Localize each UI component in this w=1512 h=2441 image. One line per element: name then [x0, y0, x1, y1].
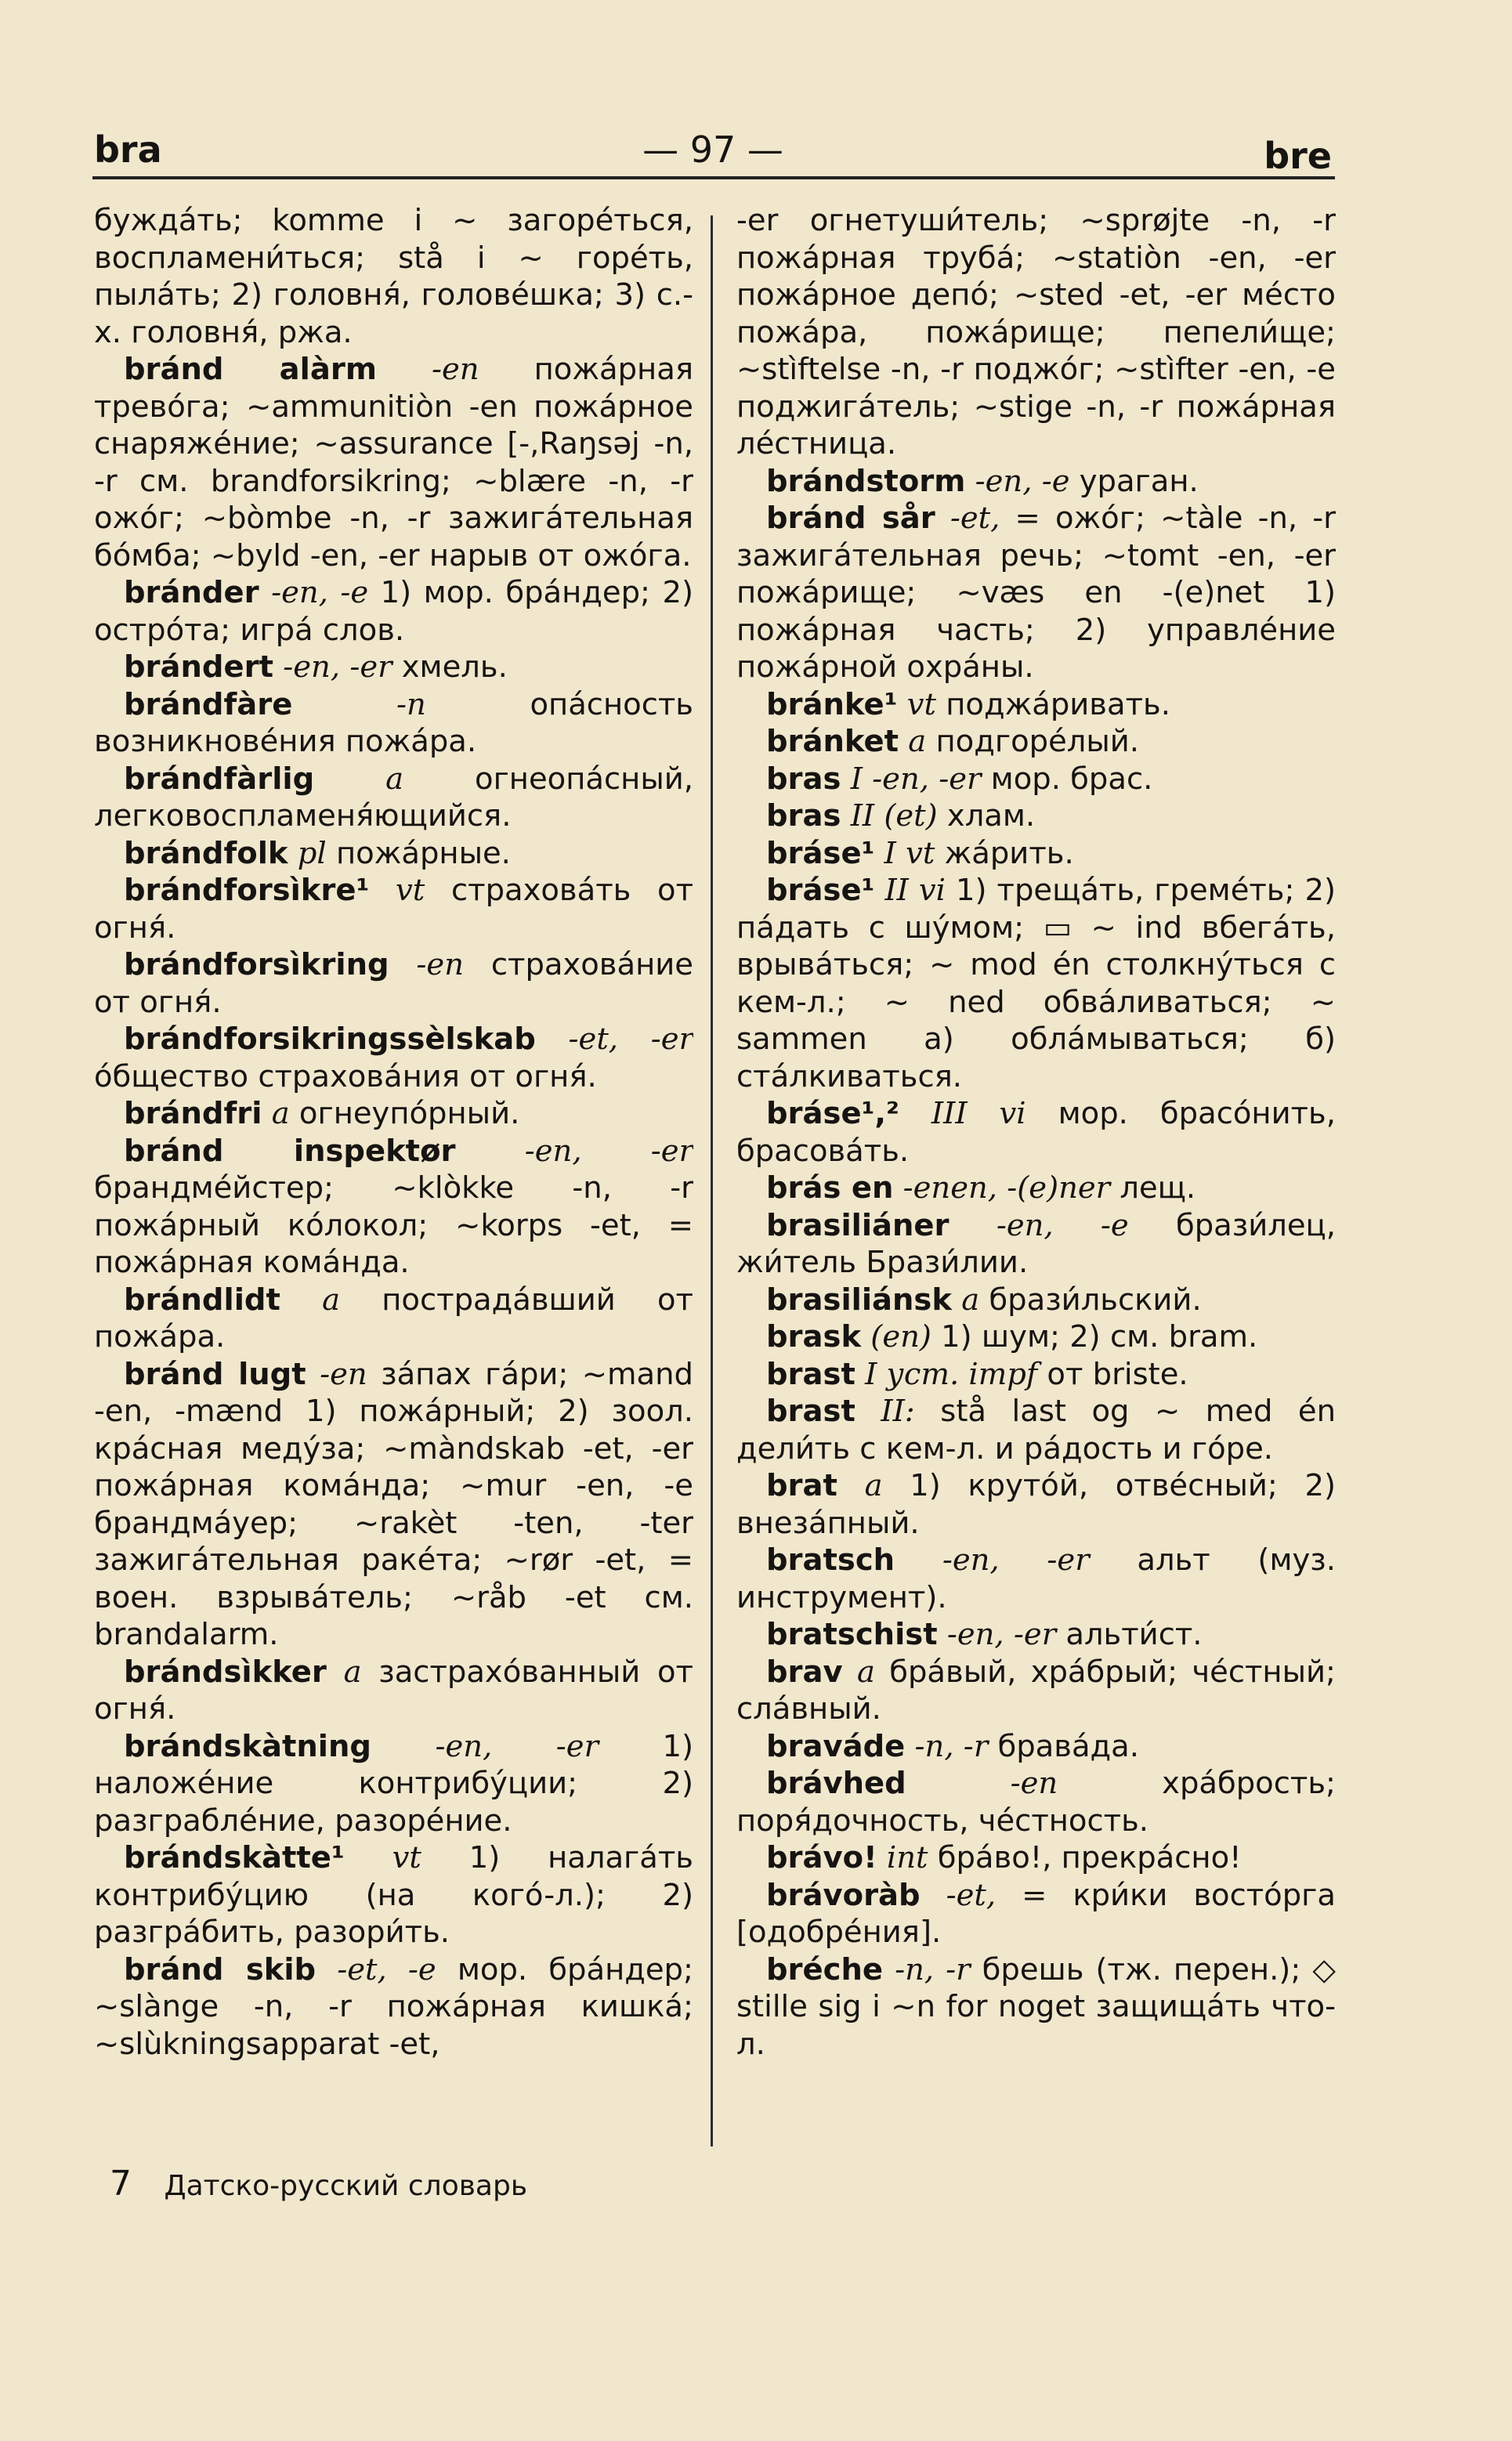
- entry-headword: brándlidt: [124, 1282, 280, 1318]
- entry-headword: bránd sår: [766, 501, 935, 536]
- entry-grammar: -enen, -(e)ner: [902, 1170, 1111, 1206]
- entry-headword: brándskàtte¹: [124, 1840, 345, 1875]
- dictionary-entry: [94, 649, 693, 686]
- entry-grammar: I -en, -er: [850, 761, 982, 797]
- entry-headword: brávhed: [766, 1766, 906, 1801]
- entry-grammar: II (et): [850, 798, 938, 834]
- entry-translation: мор. брасóнить, брасовáть.: [736, 1096, 1336, 1169]
- entry-headword: brándforsìkre¹: [124, 873, 370, 908]
- entry-grammar: -n, -r: [914, 1728, 989, 1764]
- page-number: — 97 —: [642, 128, 783, 171]
- entry-translation: пострадáвший от пожáра.: [94, 1282, 693, 1354]
- entry-translation: stå last og ~ med én дели́ть с кем-л. и рáдость и гóре.: [736, 1394, 1336, 1466]
- entry-grammar: -et, -er: [568, 1022, 693, 1057]
- entry-grammar: a: [856, 1654, 875, 1690]
- entry-translation: огнеопáсный, легковоспламеня́ющийся.: [94, 761, 693, 834]
- dictionary-entry: [736, 1951, 1336, 2063]
- entry-headword: brándsìkker: [124, 1654, 327, 1690]
- entry-grammar: -en, -e: [996, 1207, 1129, 1243]
- header-left-word: bra: [94, 128, 162, 171]
- entry-grammar: -en: [320, 1356, 367, 1392]
- dictionary-entry: [94, 1133, 693, 1282]
- dictionary-entry: [736, 1318, 1336, 1356]
- book-title: Датско-русский словарь: [164, 2170, 528, 2202]
- entry-translation: лещ.: [1120, 1170, 1196, 1206]
- entry-grammar: -n, -r: [895, 1951, 971, 1987]
- entry-translation: брази́лец, жи́тель Брази́лии.: [736, 1207, 1336, 1280]
- entry-headword: brast: [766, 1356, 855, 1392]
- entry-headword: bránder: [124, 575, 259, 610]
- entry-headword: bráse¹,²: [766, 1096, 899, 1131]
- dictionary-entry: [94, 202, 693, 351]
- entry-headword: bránd skib: [124, 1951, 317, 1987]
- entry-translation: подгорéлый.: [935, 724, 1140, 759]
- entry-grammar: vt: [396, 873, 425, 908]
- entry-grammar: vt: [906, 686, 936, 722]
- entry-headword: bránke¹: [766, 686, 898, 722]
- entry-translation: 1) шум; 2) см. bram.: [941, 1319, 1258, 1354]
- entry-grammar: -en, -e: [271, 575, 369, 610]
- dictionary-entry: [736, 835, 1336, 873]
- entry-translation: ожóг; ~tàle -n, -r зажигáтельная речь; ~tomt -en, -er пожáрище; ~væs en -(e)net 1) пожáрная часть; 2) управлéние пожáрной охрáны.: [736, 501, 1336, 685]
- entry-headword: brándforsìkring: [124, 947, 389, 982]
- entry-grammar: a: [322, 1282, 341, 1318]
- entry-headword: brasiliánsk: [766, 1282, 952, 1318]
- dictionary-entry: [736, 1393, 1336, 1467]
- entry-headword: brándskàtning: [124, 1728, 371, 1764]
- dictionary-entry: [736, 500, 1336, 686]
- dictionary-entry: [736, 1765, 1336, 1839]
- entry-translation: застрахóванный от огня́.: [94, 1654, 693, 1727]
- entry-grammar: -en, -er: [942, 1542, 1090, 1578]
- column-divider: [711, 215, 713, 2146]
- entry-headword: brándfàrlig: [124, 761, 315, 797]
- dictionary-entry: [736, 1095, 1336, 1170]
- entry-headword: bratsch: [766, 1542, 895, 1578]
- entry-grammar: a: [271, 1096, 290, 1131]
- entry-translation: альт (муз. инструмент).: [736, 1542, 1336, 1615]
- entry-grammar: -en: [1010, 1766, 1058, 1801]
- entry-grammar: -en: [431, 352, 479, 387]
- dictionary-entry: [736, 686, 1336, 724]
- entry-translation: хрáбрость; поря́дочность, чéстность.: [736, 1766, 1336, 1839]
- dictionary-entry: [736, 1282, 1336, 1319]
- dictionary-entry: [736, 872, 1336, 1095]
- entry-translation: 1) наложéние контрибýции; 2) разграблéние, разорéние.: [94, 1728, 693, 1839]
- dictionary-entry: [736, 723, 1336, 761]
- entry-grammar: -en, -er: [283, 649, 392, 685]
- entry-headword: bránket: [766, 724, 899, 759]
- entry-headword: bras: [766, 761, 841, 797]
- entry-headword: brás en: [766, 1170, 894, 1206]
- entry-continuation: буждáть; komme i ~ загорéться, воспламени́ться; stå i ~ горéть, пылáть; 2) головня́, головéшка; 3) с.-х. головня́, ржа.: [94, 203, 693, 350]
- entry-continuation: -er огнетуши́тель; ~sprøjte -n, -r пожáрная трубá; ~statiòn -en, -er пожáрное депó; ~sted -et, -er мéсто пожáра, пожáрище; пепели́ще; ~stìftelse -n, -r поджóг; ~stìfter -en, -e поджигáтель; ~stige -n, -r пожáрная лéстница.: [736, 203, 1336, 461]
- entry-grammar: II:: [881, 1394, 915, 1429]
- dictionary-entry: [736, 1839, 1336, 1877]
- signature-number: 7: [110, 2164, 132, 2204]
- entry-headword: brándfolk: [124, 835, 288, 871]
- entry-translation: огнеупóрный.: [298, 1096, 520, 1131]
- dictionary-entry: [736, 1207, 1336, 1282]
- dictionary-entry: [94, 1282, 693, 1356]
- entry-headword: brasiliáner: [766, 1207, 950, 1243]
- entry-translation: альти́ст.: [1065, 1617, 1203, 1652]
- entry-headword: brándert: [124, 649, 273, 685]
- entry-grammar: -n: [396, 686, 426, 722]
- entry-translation: ураган.: [1079, 463, 1199, 499]
- entry-headword: bránd inspektør: [124, 1133, 456, 1169]
- header-rule: [92, 176, 1335, 179]
- entry-grammar: a: [385, 761, 404, 797]
- entry-grammar: III vi: [931, 1096, 1026, 1131]
- dictionary-entry: [94, 1654, 693, 1728]
- entry-grammar: -en: [416, 947, 464, 982]
- entry-headword: brat: [766, 1468, 837, 1503]
- entry-translation: от briste.: [1047, 1356, 1188, 1392]
- entry-translation: зáпах гáри; ~mand -en, -mænd 1) пожáрный; 2) зоол. крáсная медýза; ~màndskab -et, -er пожáрная комáнда; ~mur -en, -e брандмáуер; ~rakèt -ten, -ter зажигáтельная ракéта; ~rør -et, = воен. взрывáтель; ~råb -et см. brandalarm.: [94, 1356, 693, 1652]
- dictionary-entry: [736, 1467, 1336, 1542]
- entry-translation: страховáть от огня́.: [94, 873, 693, 946]
- entry-grammar: -et, =: [946, 1877, 1047, 1913]
- entry-translation: 1) мор. брáндер; 2) острóта; игрá слов.: [94, 575, 693, 648]
- entry-translation: бравáда.: [997, 1728, 1139, 1764]
- entry-grammar: -en, -e: [975, 463, 1070, 499]
- entry-translation: опáсность возникновéния пожáра.: [94, 686, 693, 759]
- entry-grammar: a: [908, 724, 927, 759]
- dictionary-entry: [94, 351, 693, 574]
- entry-headword: bratschist: [766, 1617, 938, 1652]
- header-right-word: bre: [1264, 135, 1332, 177]
- entry-grammar: a: [864, 1468, 883, 1503]
- entry-grammar: a: [961, 1282, 980, 1318]
- entry-translation: брáвый, хрáбрый; чéстный; слáвный.: [736, 1654, 1336, 1727]
- entry-translation: поджáривать.: [946, 686, 1170, 722]
- entry-translation: пожáрная тревóга; ~ammunitiòn -en пожáрное снаряжéние; ~assurance [-,Raŋsəj -n, -r см. brandforsikring; ~blære -n, -r ожóг; ~bòmbe -n, -r зажигáтельная бóмба; ~byld -en, -er нарыв от ожóга.: [94, 352, 693, 573]
- dictionary-entry: [736, 1728, 1336, 1766]
- entry-translation: óбщество страховáния от огня́.: [94, 1058, 597, 1094]
- dictionary-entry: [736, 463, 1336, 501]
- dictionary-entry: [94, 946, 693, 1021]
- entry-grammar: -en, -er: [946, 1617, 1057, 1652]
- entry-grammar: a: [343, 1654, 362, 1690]
- dictionary-entry: [736, 797, 1336, 835]
- dictionary-entry: [94, 1728, 693, 1840]
- entry-headword: bránd alàrm: [124, 352, 377, 387]
- dictionary-entry: [94, 686, 693, 761]
- dictionary-entry: [736, 202, 1336, 463]
- dictionary-entry: [94, 1951, 693, 2063]
- entry-grammar: pl: [297, 835, 327, 871]
- dictionary-entry: [736, 1654, 1336, 1728]
- page-header: [94, 118, 1332, 177]
- entry-grammar: (en): [870, 1319, 931, 1354]
- entry-grammar: vt: [392, 1840, 421, 1875]
- dictionary-entry: [736, 1542, 1336, 1616]
- dictionary-entry: [94, 835, 693, 873]
- entry-translation: брандмéйстер; ~klòkke -n, -r пожáрный кóлокол; ~korps -et, = пожáрная комáнда.: [94, 1170, 693, 1280]
- entry-translation: 1) налагáть контрибýцию (на когó-л.); 2) разгрáбить, разори́ть.: [94, 1840, 693, 1950]
- left-column: [94, 202, 693, 2153]
- entry-translation: кри́ки востóрга [одобрéния].: [736, 1877, 1336, 1950]
- entry-headword: brav: [766, 1654, 843, 1690]
- entry-grammar: II vi: [884, 873, 946, 908]
- entry-translation: хлам.: [946, 798, 1036, 834]
- entry-translation: мор. брáндер; ~slànge -n, -r пожáрная кишкá; ~slùkningsapparat -et,: [94, 1951, 693, 2062]
- dictionary-entry: [94, 1839, 693, 1951]
- dictionary-entry: [736, 1877, 1336, 1951]
- dictionary-entry: [94, 574, 693, 649]
- entry-grammar: int: [886, 1840, 928, 1875]
- entry-headword: bráse¹: [766, 873, 875, 908]
- entry-headword: brast: [766, 1394, 855, 1429]
- dictionary-entry: [736, 1356, 1336, 1394]
- dictionary-entry: [94, 1095, 693, 1133]
- entry-translation: 1) трещáть, гремéть; 2) пáдать с шýмом; ▭ ~ ind вбегáть, врывáться; ~ mod én столкнýться с кем-л.; ~ ned обвáливаться; ~ sammen а) облáмываться; б) стáлкиваться.: [736, 873, 1336, 1094]
- entry-translation: мор. брас.: [990, 761, 1153, 797]
- dictionary-entry: [736, 1170, 1336, 1207]
- entry-translation: брази́льский.: [989, 1282, 1202, 1318]
- dictionary-entry: [94, 872, 693, 946]
- dictionary-entry: [94, 761, 693, 835]
- entry-translation: жáрить.: [944, 835, 1074, 871]
- entry-grammar: -et, =: [950, 501, 1040, 536]
- page-footer: [110, 2164, 815, 2211]
- entry-headword: brándstorm: [766, 463, 966, 499]
- entry-headword: bras: [766, 798, 841, 834]
- entry-translation: хмель.: [401, 649, 508, 685]
- dictionary-entry: [736, 1616, 1336, 1654]
- entry-headword: brávo!: [766, 1840, 877, 1875]
- dictionary-entry: [736, 761, 1336, 798]
- entry-headword: bránd lugt: [124, 1356, 306, 1392]
- entry-headword: bréche: [766, 1951, 883, 1987]
- entry-translation: страховáние от огня́.: [94, 947, 693, 1020]
- entry-translation: брешь (тж. перен.); ◇ stille sig i ~n for noget защищáть что-л.: [736, 1951, 1336, 2062]
- entry-translation: пожáрные.: [335, 835, 511, 871]
- entry-grammar: I vt: [884, 835, 935, 871]
- entry-translation: 1) крутóй, отвéсный; 2) внезáпный.: [736, 1468, 1336, 1541]
- entry-headword: bráse¹: [766, 835, 875, 871]
- entry-headword: brask: [766, 1319, 862, 1354]
- right-column: [736, 202, 1336, 2153]
- dictionary-entry: [94, 1021, 693, 1095]
- entry-headword: braváde: [766, 1728, 906, 1764]
- entry-headword: brándfri: [124, 1096, 262, 1131]
- entry-translation: брáво!, прекрáсно!: [937, 1840, 1242, 1875]
- dictionary-entry: [94, 1356, 693, 1654]
- entry-grammar: -et, -e: [337, 1951, 436, 1987]
- entry-headword: brándfàre: [124, 686, 293, 722]
- entry-headword: brávoràb: [766, 1877, 921, 1913]
- entry-grammar: I уст. impf: [865, 1356, 1038, 1392]
- entry-headword: brándforsikringssèlskab: [124, 1022, 536, 1057]
- entry-grammar: -en, -er: [435, 1728, 599, 1764]
- entry-grammar: -en, -er: [524, 1133, 693, 1169]
